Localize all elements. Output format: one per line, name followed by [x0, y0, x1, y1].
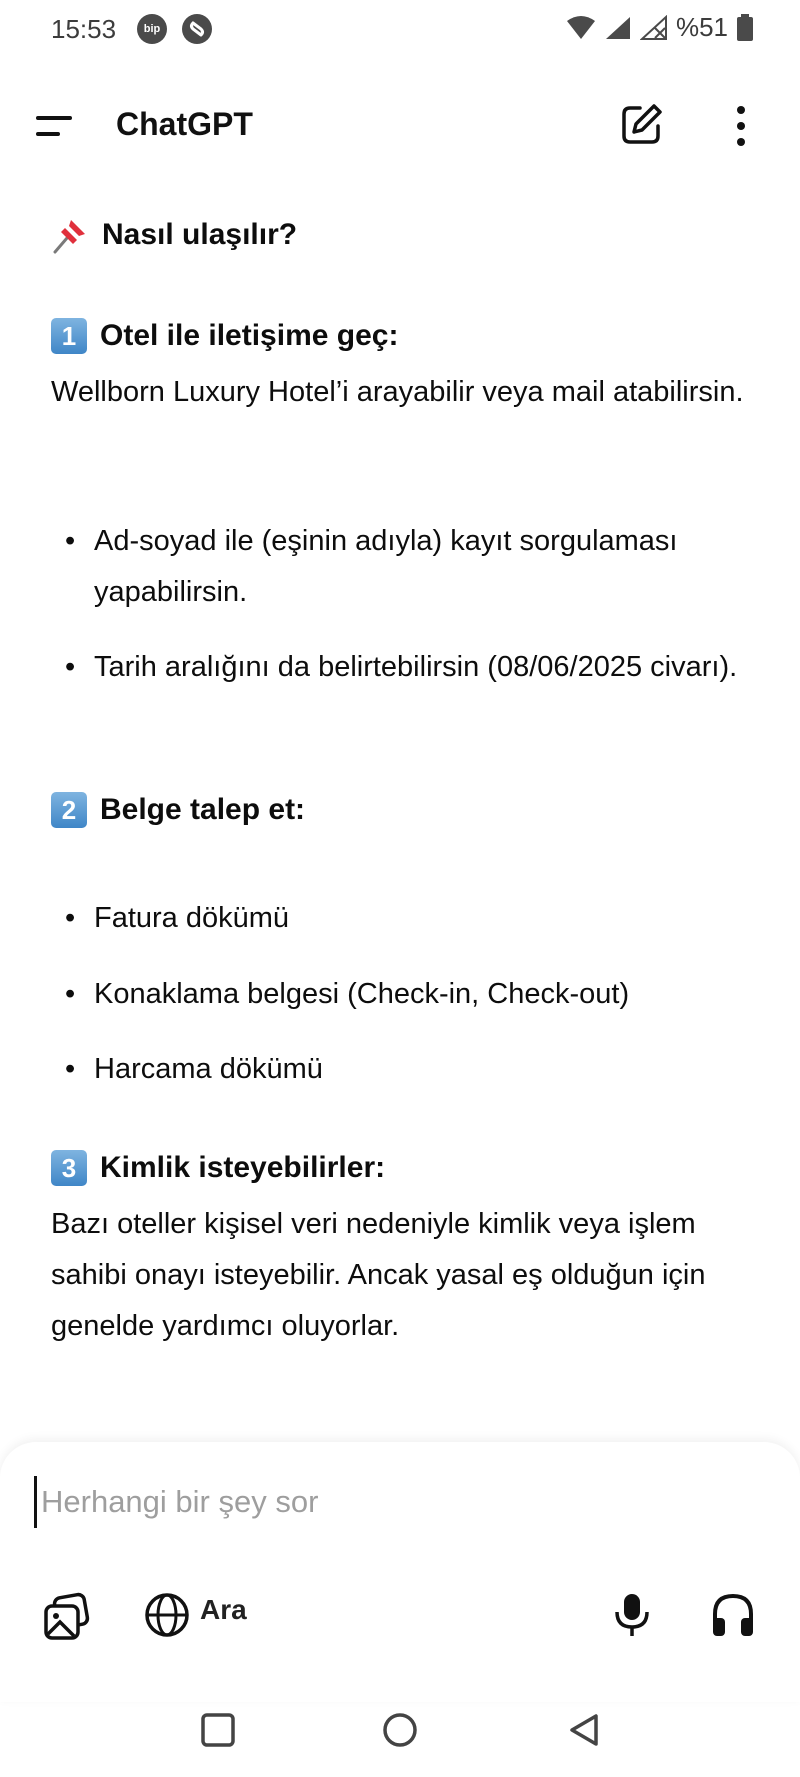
system-nav-bar	[0, 1702, 800, 1777]
home-button[interactable]	[382, 1712, 418, 1753]
signal-no-service-icon	[640, 15, 668, 41]
step3-text: Bazı oteller kişisel veri nedeniyle kimlik veya işlem sahibi onayı isteyebilir. Ancak yasal eş olduğun için genelde yardımcı oluyorlar.	[51, 1208, 706, 1342]
list-item: • Tarih aralığını da belirtebilirsin (08/06/2025 civarı).	[65, 642, 794, 693]
new-chat-icon	[620, 102, 664, 146]
pushpin-icon	[51, 216, 89, 254]
microphone-icon	[612, 1592, 652, 1638]
more-vertical-icon	[726, 104, 756, 148]
more-options-button[interactable]	[726, 104, 756, 148]
step1-text: Wellborn Luxury Hotel’i arayabilir veya mail atabilirsin.	[51, 376, 744, 408]
step3-heading	[51, 1150, 385, 1186]
back-triangle-icon	[566, 1712, 602, 1748]
globe-icon	[144, 1592, 190, 1638]
list-item: • Fatura dökümü	[65, 893, 794, 944]
list-item: • Ad-soyad ile (eşinin adıyla) kayıt sorgulaması yapabilirsin.	[65, 516, 794, 618]
square-icon	[200, 1712, 236, 1748]
step3-number-badge: 3	[51, 1150, 87, 1186]
status-indicators	[566, 12, 754, 43]
headphones-icon	[710, 1592, 756, 1638]
menu-button[interactable]	[34, 110, 78, 142]
new-chat-button[interactable]	[620, 102, 664, 146]
list-item: • Harcama dökümü	[65, 1044, 794, 1095]
bip-app-icon: bip	[137, 14, 167, 44]
step1-heading	[51, 318, 398, 354]
signal-icon	[604, 15, 632, 41]
wifi-icon	[566, 15, 596, 41]
step1-number-badge: 1	[51, 318, 87, 354]
intro-heading: Nasıl ulaşılır?	[102, 218, 298, 251]
step3-title: Kimlik isteyebilirler:	[100, 1151, 386, 1184]
step1-title: Otel ile iletişime geç:	[100, 319, 399, 352]
back-button[interactable]	[566, 1712, 602, 1753]
search-button[interactable]	[144, 1592, 190, 1643]
battery-percent: %51	[675, 12, 728, 42]
circle-icon	[382, 1712, 418, 1748]
list-item: • Konaklama belgesi (Check-in, Check-out)	[65, 969, 794, 1020]
status-time: 15:53	[51, 14, 117, 44]
image-gallery-icon	[42, 1592, 92, 1642]
step2-heading	[51, 792, 305, 828]
section-heading-how	[51, 216, 297, 254]
voice-mode-button[interactable]	[710, 1592, 756, 1643]
message-input[interactable]	[34, 1476, 763, 1528]
shazam-app-icon	[182, 14, 212, 44]
message-composer	[0, 1442, 800, 1702]
recent-apps-button[interactable]	[200, 1712, 236, 1753]
battery-icon	[736, 14, 754, 42]
app-bar	[0, 80, 800, 170]
app-title: ChatGPT	[116, 106, 253, 142]
step2-title: Belge talep et:	[100, 793, 306, 826]
search-label[interactable]: Ara	[200, 1594, 247, 1625]
status-bar	[0, 0, 800, 58]
attach-image-button[interactable]	[42, 1592, 92, 1647]
step2-number-badge: 2	[51, 792, 87, 828]
menu-icon	[34, 110, 78, 142]
dictation-button[interactable]	[612, 1592, 652, 1643]
